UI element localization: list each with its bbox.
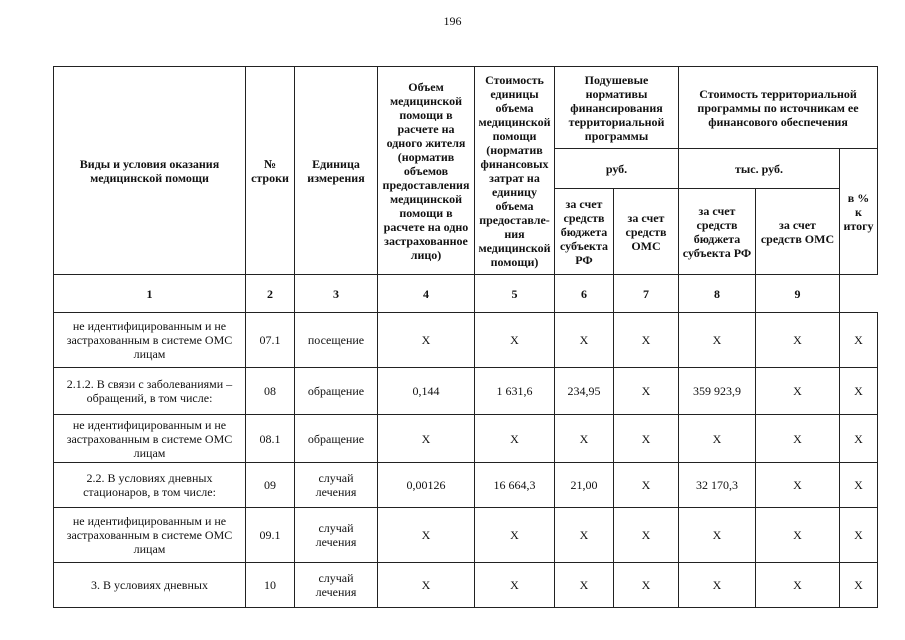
row-volume: 0,144 [378,368,475,415]
header-unit-cost: Стоимость единицы объема медицинской помощи (норматив финансовых затрат на единицу объема предоставле-ния медицинской помощи) [475,67,555,275]
column-number: 6 [555,275,614,313]
row-volume: X [378,415,475,463]
row-per-capita-oms: X [614,463,679,508]
row-per-capita-oms: X [614,415,679,463]
table-row [54,368,878,415]
page-number: 196 [443,14,462,28]
row-name: 3. В условиях дневных [54,563,246,608]
row-unit-cost: X [475,508,555,563]
column-number: 1 [54,275,246,313]
financing-table [53,66,878,608]
row-percent: X [840,563,878,608]
row-unit-cost: X [475,313,555,368]
table-body [54,313,878,608]
row-unit-cost: X [475,563,555,608]
row-per-capita-budget: X [555,563,614,608]
row-per-capita-budget: 234,95 [555,368,614,415]
row-name: не идентифицированным и не застрахованным в системе ОМС лицам [54,313,246,368]
row-total-budget: X [679,313,756,368]
row-total-oms: X [756,313,840,368]
row-total-budget: 359 923,9 [679,368,756,415]
row-unit: посещение [295,313,378,368]
row-total-budget: X [679,563,756,608]
row-total-budget: 32 170,3 [679,463,756,508]
header-percent: в % к итогу [840,149,878,275]
header-kinds: Виды и условия оказания медицинской помощи [54,67,246,275]
row-percent: X [840,368,878,415]
header-total-budget: за счет средств бюджета субъекта РФ [679,189,756,275]
row-per-capita-budget: 21,00 [555,463,614,508]
header-program-cost-group: Стоимость территориальной программы по источникам ее финансового обеспечения [679,67,878,149]
row-name: 2.1.2. В связи с заболеваниями – обращений, в том числе: [54,368,246,415]
header-thous-rub: тыс. руб. [679,149,840,189]
row-name: не идентифицированным и не застрахованным в системе ОМС лицам [54,508,246,563]
row-unit-cost: X [475,415,555,463]
row-per-capita-oms: X [614,368,679,415]
table-row [54,508,878,563]
column-number: 7 [614,275,679,313]
table-row [54,313,878,368]
row-unit-cost: 1 631,6 [475,368,555,415]
header-per-capita-budget: за счет средств бюджета субъекта РФ [555,189,614,275]
row-line-number: 08 [246,368,295,415]
row-unit: обращение [295,368,378,415]
row-per-capita-oms: X [614,313,679,368]
row-per-capita-oms: X [614,563,679,608]
column-number: 4 [378,275,475,313]
column-number: 8 [679,275,756,313]
row-volume: X [378,563,475,608]
row-total-oms: X [756,368,840,415]
column-number: 9 [756,275,840,313]
row-volume: X [378,313,475,368]
row-volume: X [378,508,475,563]
row-name: не идентифицированным и не застрахованным в системе ОМС лицам [54,415,246,463]
header-total-oms: за счет средств ОМС [756,189,840,275]
row-name: 2.2. В условиях дневных стационаров, в том числе: [54,463,246,508]
column-number: 5 [475,275,555,313]
row-percent: X [840,415,878,463]
row-line-number: 10 [246,563,295,608]
column-number: 2 [246,275,295,313]
row-total-oms: X [756,563,840,608]
row-total-oms: X [756,508,840,563]
row-total-budget: X [679,508,756,563]
header-rub: руб. [555,149,679,189]
row-per-capita-budget: X [555,415,614,463]
header-line-no: № строки [246,67,295,275]
row-unit-cost: 16 664,3 [475,463,555,508]
row-line-number: 09.1 [246,508,295,563]
table-row [54,463,878,508]
row-unit: случай лечения [295,508,378,563]
row-line-number: 07.1 [246,313,295,368]
row-unit: случай лечения [295,563,378,608]
row-unit: обращение [295,415,378,463]
row-per-capita-budget: X [555,508,614,563]
row-volume: 0,00126 [378,463,475,508]
row-unit: случай лечения [295,463,378,508]
column-number: 3 [295,275,378,313]
row-total-budget: X [679,415,756,463]
row-percent: X [840,463,878,508]
table-row [54,563,878,608]
row-total-oms: X [756,415,840,463]
header-unit: Единица измерения [295,67,378,275]
header-per-capita-oms: за счет средств ОМС [614,189,679,275]
header-per-capita-group: Подушевые нормативы финансирования территориальной программы [555,67,679,149]
row-per-capita-oms: X [614,508,679,563]
row-percent: X [840,313,878,368]
row-line-number: 09 [246,463,295,508]
row-total-oms: X [756,463,840,508]
table-row [54,415,878,463]
row-line-number: 08.1 [246,415,295,463]
header-volume: Объем медицинской помощи в расчете на одного жителя (норматив объемов предоставления медицинской помощи в расчете на одно застрахованное лицо) [378,67,475,275]
row-per-capita-budget: X [555,313,614,368]
row-percent: X [840,508,878,563]
